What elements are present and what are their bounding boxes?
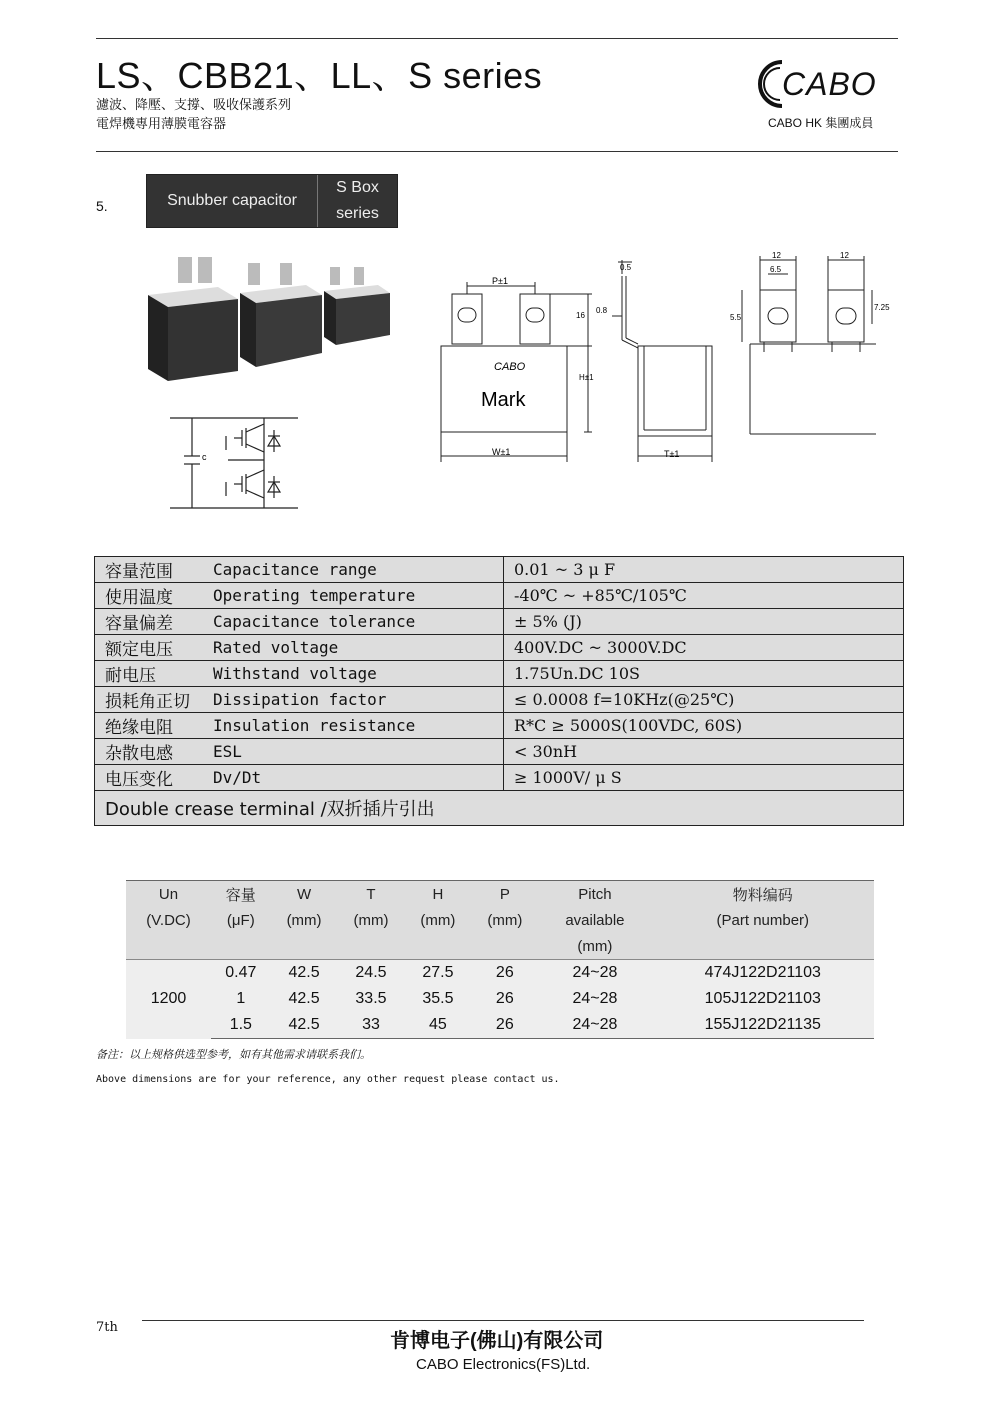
mark-text: Mark (481, 389, 526, 411)
capacitor-small (324, 267, 390, 345)
company-name-cn: 肯博电子(佛山)有限公司 (390, 1330, 604, 1352)
spec-row (95, 635, 904, 661)
spec-cn: 损耗角正切 (95, 687, 204, 713)
voltage-cell: 1200 (126, 960, 211, 1039)
col-header: P (471, 881, 538, 908)
table-row (126, 960, 874, 987)
pitch-cell: 24~28 (538, 960, 651, 987)
height-label: H±1 (579, 373, 594, 382)
cap-cell: 0.47 (211, 960, 271, 987)
spec-en: Rated voltage (203, 635, 504, 661)
dim-0.5-label: 0.5 (620, 263, 632, 272)
table-row (126, 1012, 874, 1039)
product-photo (140, 255, 400, 385)
footer-rule (142, 1320, 864, 1321)
spec-cn: 杂散电感 (95, 739, 204, 765)
p-cell: 26 (471, 986, 538, 1012)
spec-value: 400V.DC ~ 3000V.DC (504, 635, 904, 661)
spec-en: Dv/Dt (203, 765, 504, 791)
spec-row (95, 583, 904, 609)
spec-row (95, 687, 904, 713)
top-rule (96, 38, 898, 39)
spec-table (94, 556, 904, 826)
col-header: (mm) (404, 907, 471, 933)
spec-cn: 耐电压 (95, 661, 204, 687)
banner-series (318, 175, 397, 227)
col-header: (mm) (338, 907, 405, 933)
page-number: 7th (96, 1320, 118, 1335)
col-header (211, 933, 271, 960)
spec-cn: 额定电压 (95, 635, 204, 661)
spec-row (95, 765, 904, 791)
dim-5.5-label: 5.5 (730, 313, 742, 322)
t-cell: 33.5 (338, 986, 405, 1012)
logo-text: CABO (782, 66, 877, 102)
spec-value: R*C ≥ 5000S(100VDC, 60S) (504, 713, 904, 739)
spec-row (95, 557, 904, 583)
terminal-type-note: Double crease terminal /双折插片引出 (95, 791, 904, 826)
h-cell: 35.5 (404, 986, 471, 1012)
col-header: W (271, 881, 338, 908)
spec-value: 0.01 ~ 3 μ F (504, 557, 904, 583)
spec-cn: 容量偏差 (95, 609, 204, 635)
spec-row (95, 739, 904, 765)
col-header (471, 933, 538, 960)
page-title: LS、CBB21、LL、S series (96, 55, 543, 96)
width-label: W±1 (492, 447, 511, 457)
col-header: 容量 (211, 881, 271, 908)
col-header (652, 933, 874, 960)
part-number-cell: 105J122D21103 (652, 986, 874, 1012)
p-cell: 26 (471, 1012, 538, 1039)
spec-en: Insulation resistance (203, 713, 504, 739)
col-header: available (538, 907, 651, 933)
spec-footer-row (95, 791, 904, 826)
spec-value: ± 5% (J) (504, 609, 904, 635)
pitch-label: P±1 (492, 276, 508, 286)
spec-value: < 30nH (504, 739, 904, 765)
snubber-circuit-diagram (168, 410, 308, 512)
capacitor-large (148, 257, 238, 381)
section-banner (146, 174, 398, 228)
table-row (126, 986, 874, 1012)
spec-en: Capacitance tolerance (203, 609, 504, 635)
col-header: 物料编码 (652, 881, 874, 908)
col-header: (Part number) (652, 907, 874, 933)
spec-row (95, 661, 904, 687)
spec-en: Capacitance range (203, 557, 504, 583)
pitch-cell: 24~28 (538, 1012, 651, 1039)
logo-subtext: CABO HK 集團成員 (768, 116, 874, 130)
banner-title: Snubber capacitor (147, 175, 318, 227)
mark-logo: CABO (494, 361, 526, 373)
part-number-cell: 155J122D21135 (652, 1012, 874, 1039)
col-header: (mm) (271, 907, 338, 933)
pitch-cell: 24~28 (538, 986, 651, 1012)
cap-cell: 1 (211, 986, 271, 1012)
w-cell: 42.5 (271, 1012, 338, 1039)
banner-series-line-2: series (336, 205, 379, 222)
section-number: 5. (96, 198, 108, 214)
header-bottom-rule (96, 151, 898, 152)
col-header: T (338, 881, 405, 908)
spec-cn: 电压变化 (95, 765, 204, 791)
thickness-label: T±1 (664, 449, 680, 459)
h-cell: 45 (404, 1012, 471, 1039)
capacitor-medium (240, 263, 322, 367)
spec-value: 1.75Un.DC 10S (504, 661, 904, 687)
spec-en: Operating temperature (203, 583, 504, 609)
dim-7.25-label: 7.25 (874, 303, 890, 312)
col-header: (μF) (211, 907, 271, 933)
col-header (404, 933, 471, 960)
spec-cn: 使用温度 (95, 583, 204, 609)
terminal-detail-drawing (726, 248, 890, 438)
col-header (338, 933, 405, 960)
col-header: (V.DC) (126, 907, 211, 933)
banner-series-line-1: S Box (336, 179, 379, 196)
col-header: Un (126, 881, 211, 908)
spec-cn: 绝缘电阻 (95, 713, 204, 739)
circuit-capacitor-label: c (202, 452, 207, 462)
spec-en: Withstand voltage (203, 661, 504, 687)
col-header: Pitch (538, 881, 651, 908)
spec-row (95, 609, 904, 635)
header-row (126, 933, 874, 960)
company-name-en: CABO Electronics(FS)Ltd. (416, 1356, 591, 1373)
header-row (126, 881, 874, 908)
spec-cn: 容量范围 (95, 557, 204, 583)
note-chinese: 备注：以上规格供选型参考，如有其他需求请联系我们。 (96, 1049, 371, 1061)
front-view-drawing (436, 270, 606, 465)
t-cell: 24.5 (338, 960, 405, 987)
spec-value: ≥ 1000V/ μ S (504, 765, 904, 791)
dim-6.5-label: 6.5 (770, 265, 782, 274)
col-header (271, 933, 338, 960)
dim-16-label: 16 (576, 311, 585, 320)
col-header: (mm) (471, 907, 538, 933)
spec-en: Dissipation factor (203, 687, 504, 713)
part-number-cell: 474J122D21103 (652, 960, 874, 987)
spec-en: ESL (203, 739, 504, 765)
subtitle-line-2: 電焊機專用薄膜電容器 (96, 116, 227, 131)
col-header: (mm) (538, 933, 651, 960)
w-cell: 42.5 (271, 960, 338, 987)
h-cell: 27.5 (404, 960, 471, 987)
t-cell: 33 (338, 1012, 405, 1039)
part-number-table (126, 880, 874, 1039)
spec-value: ≤ 0.0008 f=10KHz(@25℃) (504, 687, 904, 713)
col-header (126, 933, 211, 960)
note-english: Above dimensions are for your reference, any other request please contact us. (96, 1074, 560, 1085)
side-view-drawing (592, 256, 722, 466)
spec-row (95, 713, 904, 739)
dim-0.8-label: 0.8 (596, 306, 608, 315)
header-row (126, 907, 874, 933)
col-header: H (404, 881, 471, 908)
spec-value: -40℃ ~ +85℃/105℃ (504, 583, 904, 609)
subtitle-line-1: 濾波、降壓、支撐、吸收保護系列 (96, 97, 292, 112)
dim-12a-label: 12 (772, 251, 781, 260)
p-cell: 26 (471, 960, 538, 987)
cap-cell: 1.5 (211, 1012, 271, 1039)
dim-12b-label: 12 (840, 251, 849, 260)
w-cell: 42.5 (271, 986, 338, 1012)
